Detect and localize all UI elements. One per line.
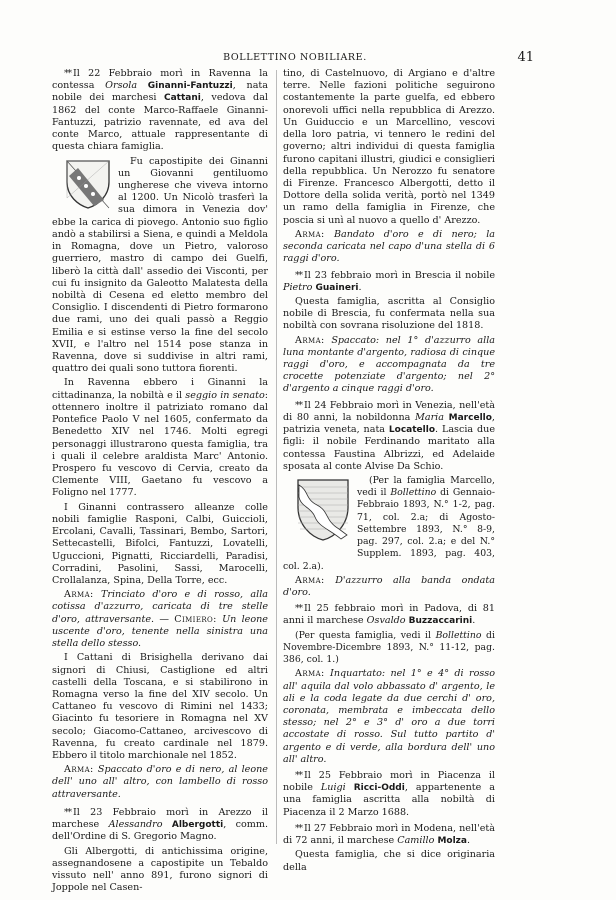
- cattani-history: I Cattani di Brisighella derivano dai signori di Chiusi, Castiglione ed altri castelli della Toscana, e si stabilirono in Romagna verso la fine del XIV secolo. Un Cattaneo fu vescovo di Rimini nel 1433; Giacinto fu tesoriere in Romagna nel XV secolo; Giacomo-Cattaneo, arcivescovo di Ravenna, fu creato cardinale nel 1879. Ebbero il titolo marchionale nel 1852.: [52, 652, 268, 762]
- column-divider: [276, 70, 277, 844]
- obituary-ricci-oddi: ** Il 25 Febbraio morì in Piacenza il nobile Luigi Ricci-Oddi, appartenente a una famiglia ascritta alla nobiltà di Piacenza il 2 Marzo 1688.: [283, 770, 495, 818]
- buzzaccarini-reference: (Per questa famiglia, vedi il Bollettino di Novembre-Dicembre 1893, N.° 11-12, pag. 386, col. 1.): [283, 629, 495, 666]
- asterism-icon: **: [295, 771, 302, 782]
- running-header: [60, 50, 534, 66]
- asterism-icon: **: [295, 270, 302, 281]
- cattani-arms: Arma: Spaccato d'oro e di nero, al leone dell' uno all' altro, con lambello di rosso attraversante.: [52, 764, 268, 800]
- albergotti-history: Gli Albergotti, di antichissima origine, assegnandosene a capostipite un Tebaldo vissuto nell' anno 891, furono signori di Joppole nel Casen-: [52, 845, 268, 894]
- right-column: [283, 68, 495, 876]
- marcello-coat-of-arms-icon: [283, 477, 351, 547]
- asterism-icon: **: [295, 823, 302, 834]
- guaineri-arms: Arma: Spaccato: nel 1° d'azzurro alla luna montante d'argento, radiosa di cinque raggi d'oro, e accompagnata da tre crocette potenziate d'argento; nel 2° d'argento a cinque raggi d'oro.: [283, 334, 495, 395]
- buzzaccarini-arms: Arma: Inquartato: nel 1° e 4° di rosso all' aquila dal volo abbassato d' argento, le ali e la coda legate da due cerchi d' oro, coronata, membrata e imbeccata dello stesso; nel 2° e 3° d' oro a due torri accostate di rosso. Sul tutto partito d' argento e di verde, alla bordura dell' uno all' altro.: [283, 668, 495, 765]
- ginanni-privileges: In Ravenna ebbero i Ginanni la cittadinanza, la nobiltà e il seggio in senato: ottennero inoltre il patriziato romano dal Pontefice Paolo V nel 1605, confermato da Benedetto XIV nel 1746. Molti egregi personaggi illustrarono questa famiglia, tra i quali il celebre araldista Marc' Antonio. Prospero fu vescovo di Cervia, creato da Clemente VIII, Gaetano fu vescovo a Foligno nel 1777.: [52, 377, 268, 499]
- marcello-reference: (Per la famiglia Marcello, vedi il Bollettino di Gennaio-Febbraio 1893, N.° 1-2, pag. 71, col. 2.a; di Agosto-Settembre 1893, N.° 8-9, pag. 297, col. 2.a; e del N.° Supplem. 1893, pag. 403, col. 2.a).: [283, 475, 495, 572]
- albergotti-history-cont: tino, di Castelnuovo, di Argiano e d'altre terre. Nelle fazioni politiche seguirono costantemente la parte guelfa, ed ebbero onorevoli uffici nella repubblica di Arezzo. Un Guiduccio e un Marcellino, vescovi della loro patria, vi tennero le redini del governo; altri individui di questa famiglia furono capitani illustri, giudici e consiglieri della repubblica. Un Nerozzo fu senatore di Firenze. Francesco Albergotti, detto il Dottore della solida verità, portò nel 1349 un ramo della famiglia in Firenze, che poscia si unì al nuovo a quello d' Arezzo.: [283, 68, 495, 226]
- left-column: [52, 68, 268, 896]
- obituary-albergotti: ** Il 23 Febbraio morì in Arezzo il marchese Alessandro Albergotti, comm. dell'Ordine di S. Gregorio Magno.: [52, 806, 268, 843]
- guaineri-history: Questa famiglia, ascritta al Consiglio nobile di Brescia, fu confermata nella sua nobiltà con sovrana risoluzione del 1818.: [283, 295, 495, 332]
- asterism-icon: **: [64, 69, 71, 79]
- molza-history: Questa famiglia, che si dice originaria della: [283, 849, 495, 873]
- obituary-ginanni: ** Il 22 Febbraio morì in Ravenna la contessa Orsola Ginanni-Fantuzzi, nata nobile dei marchesi Cattani, vedova dal 1862 del conte Marco-Raffaele Ginanni-Fantuzzi, patrizio ravennate, ed ava del conte Marco, attuale rappresentante di questa chiara famiglia.: [52, 68, 268, 153]
- obituary-guaineri: ** Il 23 febbraio morì in Brescia il nobile Pietro Guaineri.: [283, 269, 495, 293]
- asterism-icon: **: [64, 807, 71, 818]
- asterism-icon: **: [295, 604, 302, 615]
- ginanni-arms: Arma: Trinciato d'oro e di rosso, alla cotissa d'azzurro, caricata di tre stelle d'oro, attraversante. — Cimiero: Un leone uscente d'oro, tenente nella sinistra una stella dello stesso.: [52, 589, 268, 650]
- marcello-arms: Arma: D'azzurro alla banda ondata d'oro.: [283, 574, 495, 598]
- running-title: BOLLETTINO NOBILIARE.: [223, 52, 367, 63]
- obituary-marcello: ** Il 24 Febbraio morì in Venezia, nell'età di 80 anni, la nobildonna Maria Marcello, patrizia veneta, nata Locatello. Lascia due figli: il nobile Ferdinando maritato alla contessa Faustina Albrizzi, ed Adelaide sposata al conte Alvise Da Schio.: [283, 399, 495, 472]
- obituary-buzzaccarini: ** Il 25 febbraio morì in Padova, di 81 anni il marchese Osvaldo Buzzaccarini.: [283, 603, 495, 627]
- obituary-molza: ** Il 27 Febbraio morì in Modena, nell'età di 72 anni, il marchese Camillo Molza.: [283, 822, 495, 847]
- albergotti-arms: Arma: Bandato d'oro e di nero; la seconda caricata nel capo d'una stella di 6 raggi d'oro.: [283, 228, 495, 265]
- ginanni-coat-of-arms-icon: [52, 158, 112, 214]
- ginanni-history: Fu capostipite dei Ginanni un Giovanni gentiluomo ungherese che viveva intorno al 1200. Un Nicolò trasferì la sua dimora in Venezia dov' ebbe la carica di piovego. Antonio suo figlio andò a stabilirsi a Siena, e quindi a Meldola in Romagna, dove un Pietro, valoroso guerriero, mastro di campo dei Guelfi, liberò la città dall' assedio dei Visconti, per cui fu insignito da Galeotto Malatesta della nobiltà di Cesena ed eletto membro del Consiglio. I discendenti di Pietro formarono due rami, uno dei quali passò a Reggio Emilia e si estinse verso la fine del secolo XVII, e l'altro nel 1514 pose stanza in Ravenna, dove si suddivise in altri rami, quattro dei quali sono tuttora fiorenti.: [52, 155, 268, 375]
- ginanni-alliances: I Ginanni contrassero alleanze colle nobili famiglie Rasponi, Calbi, Guiccioli, Ercolani, Cavalli, Tassinari, Bembo, Sartori, Settecastelli, Bifolci, Fantuzzi, Lovatelli, Uguccioni, Pignatti, Ricciardelli, Paradisi, Corradini, Pasolini, Sassi, Marocelli, Crollalanza, Spina, Della Torre, ecc.: [52, 501, 268, 586]
- page-number: 41: [517, 50, 534, 65]
- asterism-icon: **: [295, 400, 302, 411]
